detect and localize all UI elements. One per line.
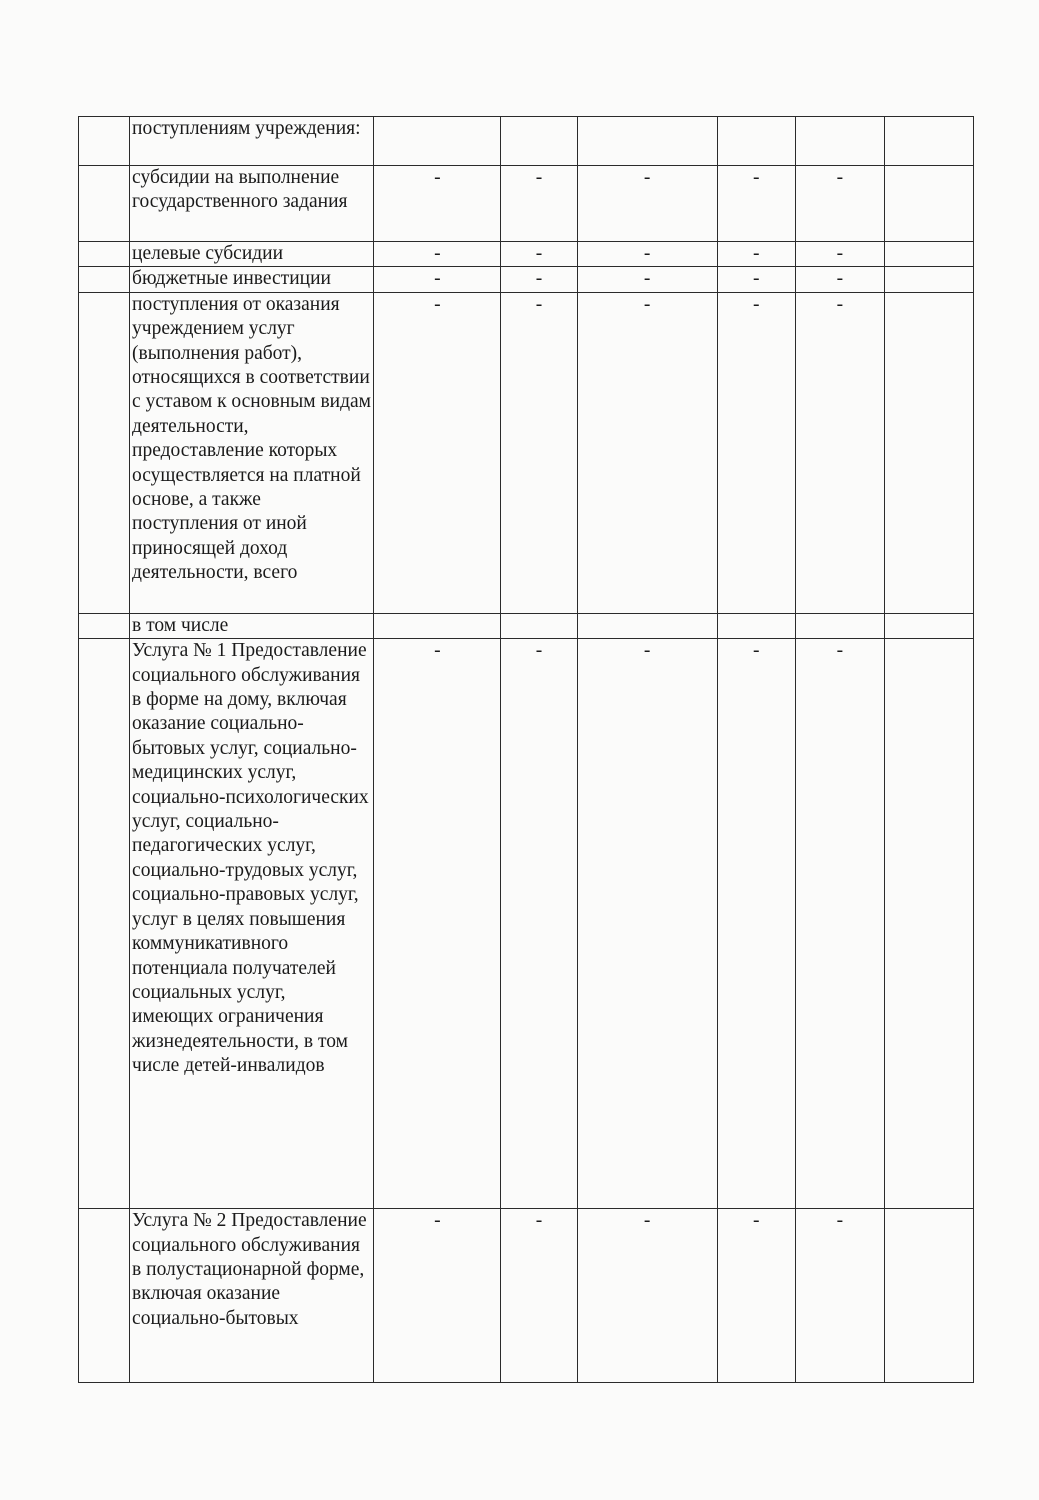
- value-cell: -: [795, 292, 884, 613]
- value-cell: [577, 613, 717, 638]
- row-number-cell: [79, 117, 130, 166]
- row-label: целевые субсидии: [132, 243, 284, 264]
- value-cell: -: [501, 267, 577, 292]
- row-label-cell: [130, 117, 374, 166]
- value-cell: -: [501, 1209, 577, 1383]
- row-label: бюджетные инвестиции: [132, 268, 331, 290]
- row-label: субсидии на выполнение государственного задания: [132, 167, 348, 213]
- value-cell: -: [374, 242, 501, 267]
- value-cell: [374, 117, 501, 166]
- row-number-cell: [79, 242, 130, 267]
- value-cell: -: [795, 1209, 884, 1383]
- value-cell: -: [577, 166, 717, 242]
- value-cell: -: [374, 639, 501, 1209]
- value-cell: [717, 613, 795, 638]
- value-cell: [577, 117, 717, 166]
- value-cell: [795, 117, 884, 166]
- value-cell: -: [577, 1209, 717, 1383]
- table-row: [79, 1209, 974, 1383]
- value-cell: -: [501, 242, 577, 267]
- value-cell: [884, 166, 973, 242]
- table-row: [79, 166, 974, 242]
- value-cell: -: [795, 166, 884, 242]
- table-row: [79, 267, 974, 292]
- value-cell: -: [717, 639, 795, 1209]
- value-cell: [884, 1209, 973, 1383]
- value-cell: [884, 639, 973, 1209]
- table-row: [79, 117, 974, 166]
- row-number-cell: [79, 1209, 130, 1383]
- financial-table: [78, 116, 974, 1383]
- value-cell: -: [717, 1209, 795, 1383]
- value-cell: [884, 242, 973, 267]
- value-cell: -: [717, 292, 795, 613]
- table-row: [79, 639, 974, 1209]
- value-cell: [717, 117, 795, 166]
- row-label-cell: [130, 292, 374, 613]
- row-label: поступления от оказания учреждением услуг (выполнения работ), относящихся в соответствии с уставом к основным видам деятельности, предоставление которых осуществляется на платной основе, а также поступления от иной приносящей доход деятельности, всего: [132, 293, 372, 584]
- value-cell: [501, 117, 577, 166]
- row-label-cell: [130, 242, 374, 267]
- value-cell: -: [501, 292, 577, 613]
- value-cell: -: [577, 292, 717, 613]
- value-cell: [795, 613, 884, 638]
- value-cell: -: [374, 1209, 501, 1383]
- value-cell: -: [374, 267, 501, 292]
- row-number-cell: [79, 613, 130, 638]
- table-row: [79, 613, 974, 638]
- row-label: в том числе: [132, 614, 229, 636]
- value-cell: -: [717, 242, 795, 267]
- value-cell: [884, 292, 973, 613]
- row-number-cell: [79, 292, 130, 613]
- value-cell: [374, 613, 501, 638]
- value-cell: -: [795, 242, 884, 267]
- row-number-cell: [79, 267, 130, 292]
- row-label: Услуга № 2 Предоставление социального обслуживания в полустационарной форме, включая оказание социально-бытовых: [132, 1210, 367, 1329]
- value-cell: -: [374, 292, 501, 613]
- row-label-cell: [130, 1209, 374, 1383]
- value-cell: [501, 613, 577, 638]
- row-number-cell: [79, 639, 130, 1209]
- row-label-cell: [130, 166, 374, 242]
- value-cell: -: [501, 639, 577, 1209]
- value-cell: -: [795, 639, 884, 1209]
- row-label-cell: [130, 613, 374, 638]
- table-row: [79, 242, 974, 267]
- value-cell: -: [717, 166, 795, 242]
- value-cell: -: [577, 639, 717, 1209]
- row-label: Услуга № 1 Предоставление социального обслуживания в форме на дому, включая оказание социально-бытовых услуг, социально-медицинских услуг, социально-психологических услуг, социально-педагогических услуг, социально-трудовых услуг, социально-правовых услуг, услуг в целях повышения коммуникативного потенциала получателей социальных услуг, имеющих ограничения жизнедеятельности, в том числе детей-инвалидов: [132, 640, 369, 1077]
- value-cell: -: [577, 267, 717, 292]
- value-cell: [884, 117, 973, 166]
- table-row: [79, 292, 974, 613]
- value-cell: -: [501, 166, 577, 242]
- row-label: поступлениям учреждения:: [132, 118, 361, 139]
- value-cell: -: [577, 242, 717, 267]
- row-label-cell: [130, 267, 374, 292]
- value-cell: [884, 267, 973, 292]
- value-cell: -: [795, 267, 884, 292]
- value-cell: -: [374, 166, 501, 242]
- value-cell: -: [717, 267, 795, 292]
- value-cell: [884, 613, 973, 638]
- row-label-cell: [130, 639, 374, 1209]
- row-number-cell: [79, 166, 130, 242]
